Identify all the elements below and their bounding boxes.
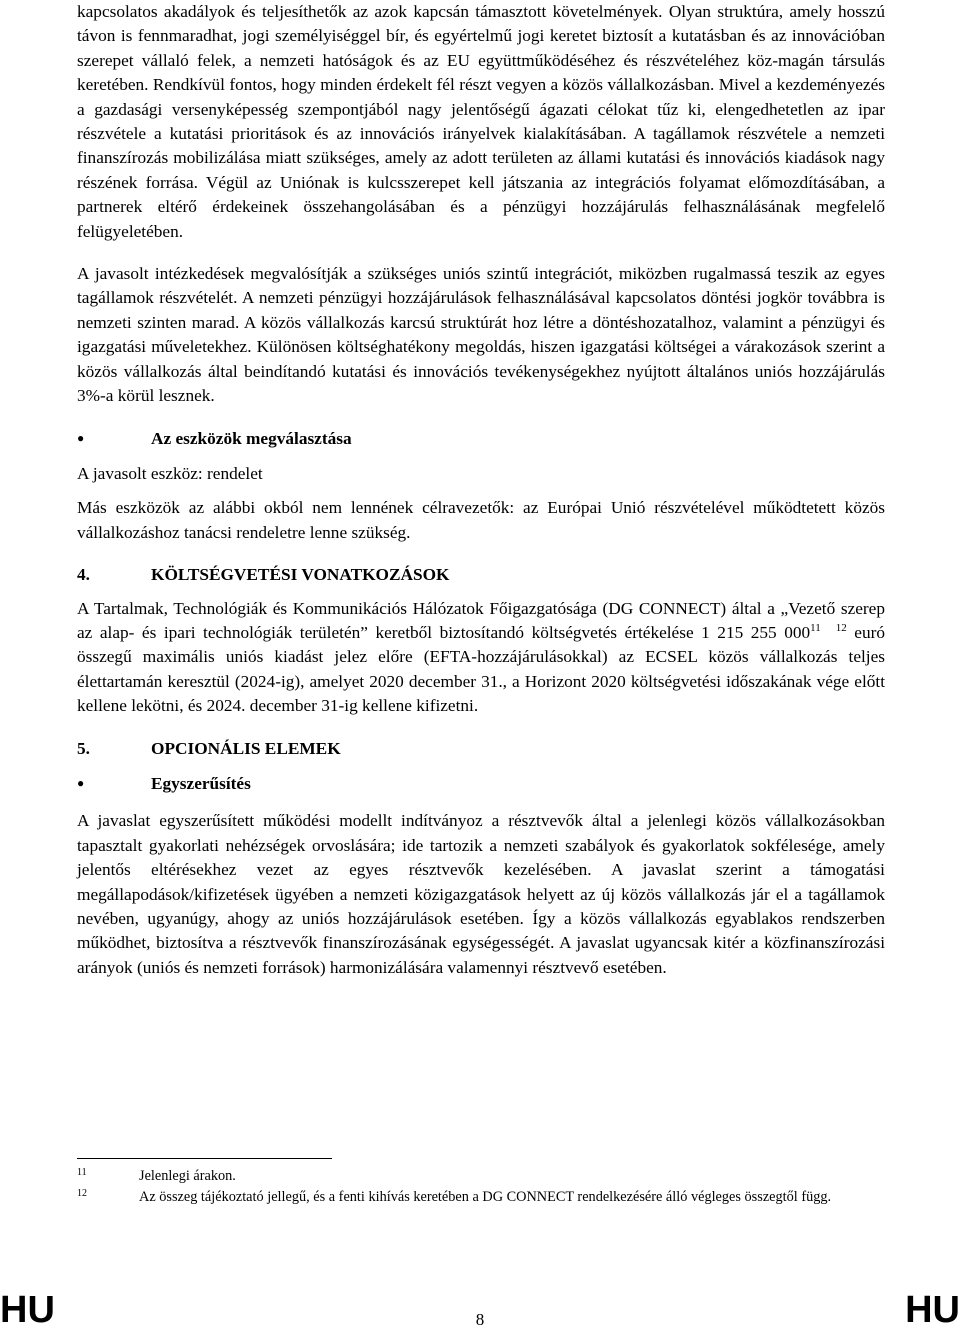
footnote-separator — [77, 1158, 332, 1159]
section-number: 5. — [77, 738, 90, 758]
footnote — [77, 1166, 885, 1186]
section-heading-4 — [77, 563, 885, 587]
footnote-text: Jelenlegi árakon. — [139, 1168, 236, 1184]
language-code-right: HU — [905, 1289, 960, 1331]
bullet-icon: ● — [77, 775, 85, 790]
body-paragraph: A javasolt intézkedések megvalósítják a szükséges uniós szintű integrációt, miközben rugalmassá teszik az egyes tagállamok részvételét. A nemzeti pénzügyi hozzájárulások felhasználásával kapcsolatos döntési jogkör továbbra is nemzeti szinten marad. A közös vállalkozás karcsú struktúrát hoz létre a döntéshozatalhoz, valamint a pénzügyi és igazgatási műveletekhez. Különösen költséghatékony megoldás, hiszen igazgatási költségei a várakozások szerint a közös vállalkozás által beindítandó kutatási és innovációs tevékenységekhez nyújtott általános uniós hozzájárulás 3%-a körül lesznek. — [77, 264, 885, 406]
body-paragraph: A javasolt eszköz: rendelet — [77, 463, 263, 483]
section-title: OPCIONÁLIS ELEMEK — [151, 738, 341, 758]
section-heading-5 — [77, 737, 885, 761]
bullet-heading-text: Az eszközök megválasztása — [151, 428, 352, 448]
body-paragraph: Más eszközök az alábbi okból nem lennének célravezetők: az Európai Unió részvételével működtetett közös vállalkozáshoz tanácsi rendeletre lenne szükség. — [77, 498, 885, 542]
section-title: KÖLTSÉGVETÉSI VONATKOZÁSOK — [151, 565, 450, 585]
body-paragraph: kapcsolatos akadályok és teljesíthetők az azok kapcsán támasztott követelmények. Olyan struktúra, amely hosszú távon is fennmaradhat, jogi személyiséggel bír, és egyértelmű jogi keretet biztosít a kutatásban és az innovációban szerepet vállaló felek, a nemzeti hatóságok és az EU együttműködéséhez és részvételéhez köz-magán társulás keretében. Rendkívül fontos, hogy minden érdekelt fél részt vegyen a közös vállalkozásban. Mivel a kezdeményezés a gazdasági versenyképesség szempontjából nagy jelentőségű ágazati célokat tűz ki, elengedhetetlen az ipar részvétele a kutatási prioritások és az innovációs irányelvek kialakításában. A tagállamok részvétele a nemzeti finanszírozás mobilizálása miatt szükséges, amely az adott területen az állami kutatási és innovációs kiadások nagy részének forrása. Végül az Uniónak is kulcsszerepet kell játszania az integrációs folyamat előmozdításában, a partnerek eltérő érdekeinek összehangolásában és a pénzügyi hozzájárulás felhasználásának megfelelő felügyeletében. — [77, 2, 885, 241]
footnote — [77, 1187, 885, 1207]
language-code-left: HU — [0, 1289, 55, 1331]
body-paragraph — [77, 597, 885, 719]
bullet-heading — [77, 772, 885, 797]
bullet-heading-text: Egyszerűsítés — [151, 773, 251, 793]
section-number: 4. — [77, 565, 90, 585]
footnote-text: Az összeg tájékoztató jellegű, és a fenti kihívás keretében a DG CONNECT rendelkezésére álló végleges összegtől függ. — [139, 1189, 832, 1205]
footnotes — [77, 1166, 885, 1207]
bullet-heading — [77, 427, 885, 452]
footnote-number: 11 — [77, 1167, 87, 1178]
body-paragraph: A javaslat egyszerűsített működési modellt indítványoz a résztvevők által a jelenlegi közös vállalkozásokban tapasztalt gyakorlati nehézségek orvoslására; ide tartozik a nemzeti szabályok és gyakorlatok sokfélesége, amely jelentős eltérésekhez vezet az egyes résztvevők kezelésében. A javaslat szerint a támogatási megállapodások/kifizetések ügyében a nemzeti közigazgatások helyett az új közös vállalkozás jár el a tagállamok nevében, ugyanúgy, ahogy az uniós hozzájárulások esetében. Így a közös vállalkozás egyablakos rendszerben működhet, biztosítva a résztvevők finanszírozásának egységességét. A javaslat ugyancsak kitér a közfinanszírozási arányok (uniós és nemzeti források) harmonizálására valamennyi résztvevő esetében. — [77, 811, 885, 977]
footnote-ref-12[interactable]: 12 — [835, 621, 847, 634]
footnote-ref-11[interactable]: 11 — [810, 621, 821, 634]
budget-text-part2: euró összegű maximális uniós kiadást jelez előre (EFTA-hozzájárulásokkal) az ECSEL közös vállalkozás teljes élettartamán keresztül (2024-ig), amelyet 2020 december 31., a Horizont 2020 költségvetési időszakának vége előtt kellene lekötni, és 2024. december 31-ig kellene kifizetni. — [77, 622, 885, 716]
page-number: 8 — [475, 1310, 485, 1329]
budget-text-part1: A Tartalmak, Technológiák és Kommunikációs Hálózatok Főigazgatósága (DG CONNECT) által a „Vezető szerep az alap- és ipari technológiák területén” keretből biztosítandó költségvetés értékelése 1 215 255 000 — [77, 598, 885, 642]
document-page — [77, 0, 885, 980]
footnote-number: 12 — [77, 1188, 87, 1199]
bullet-icon: ● — [77, 430, 85, 445]
